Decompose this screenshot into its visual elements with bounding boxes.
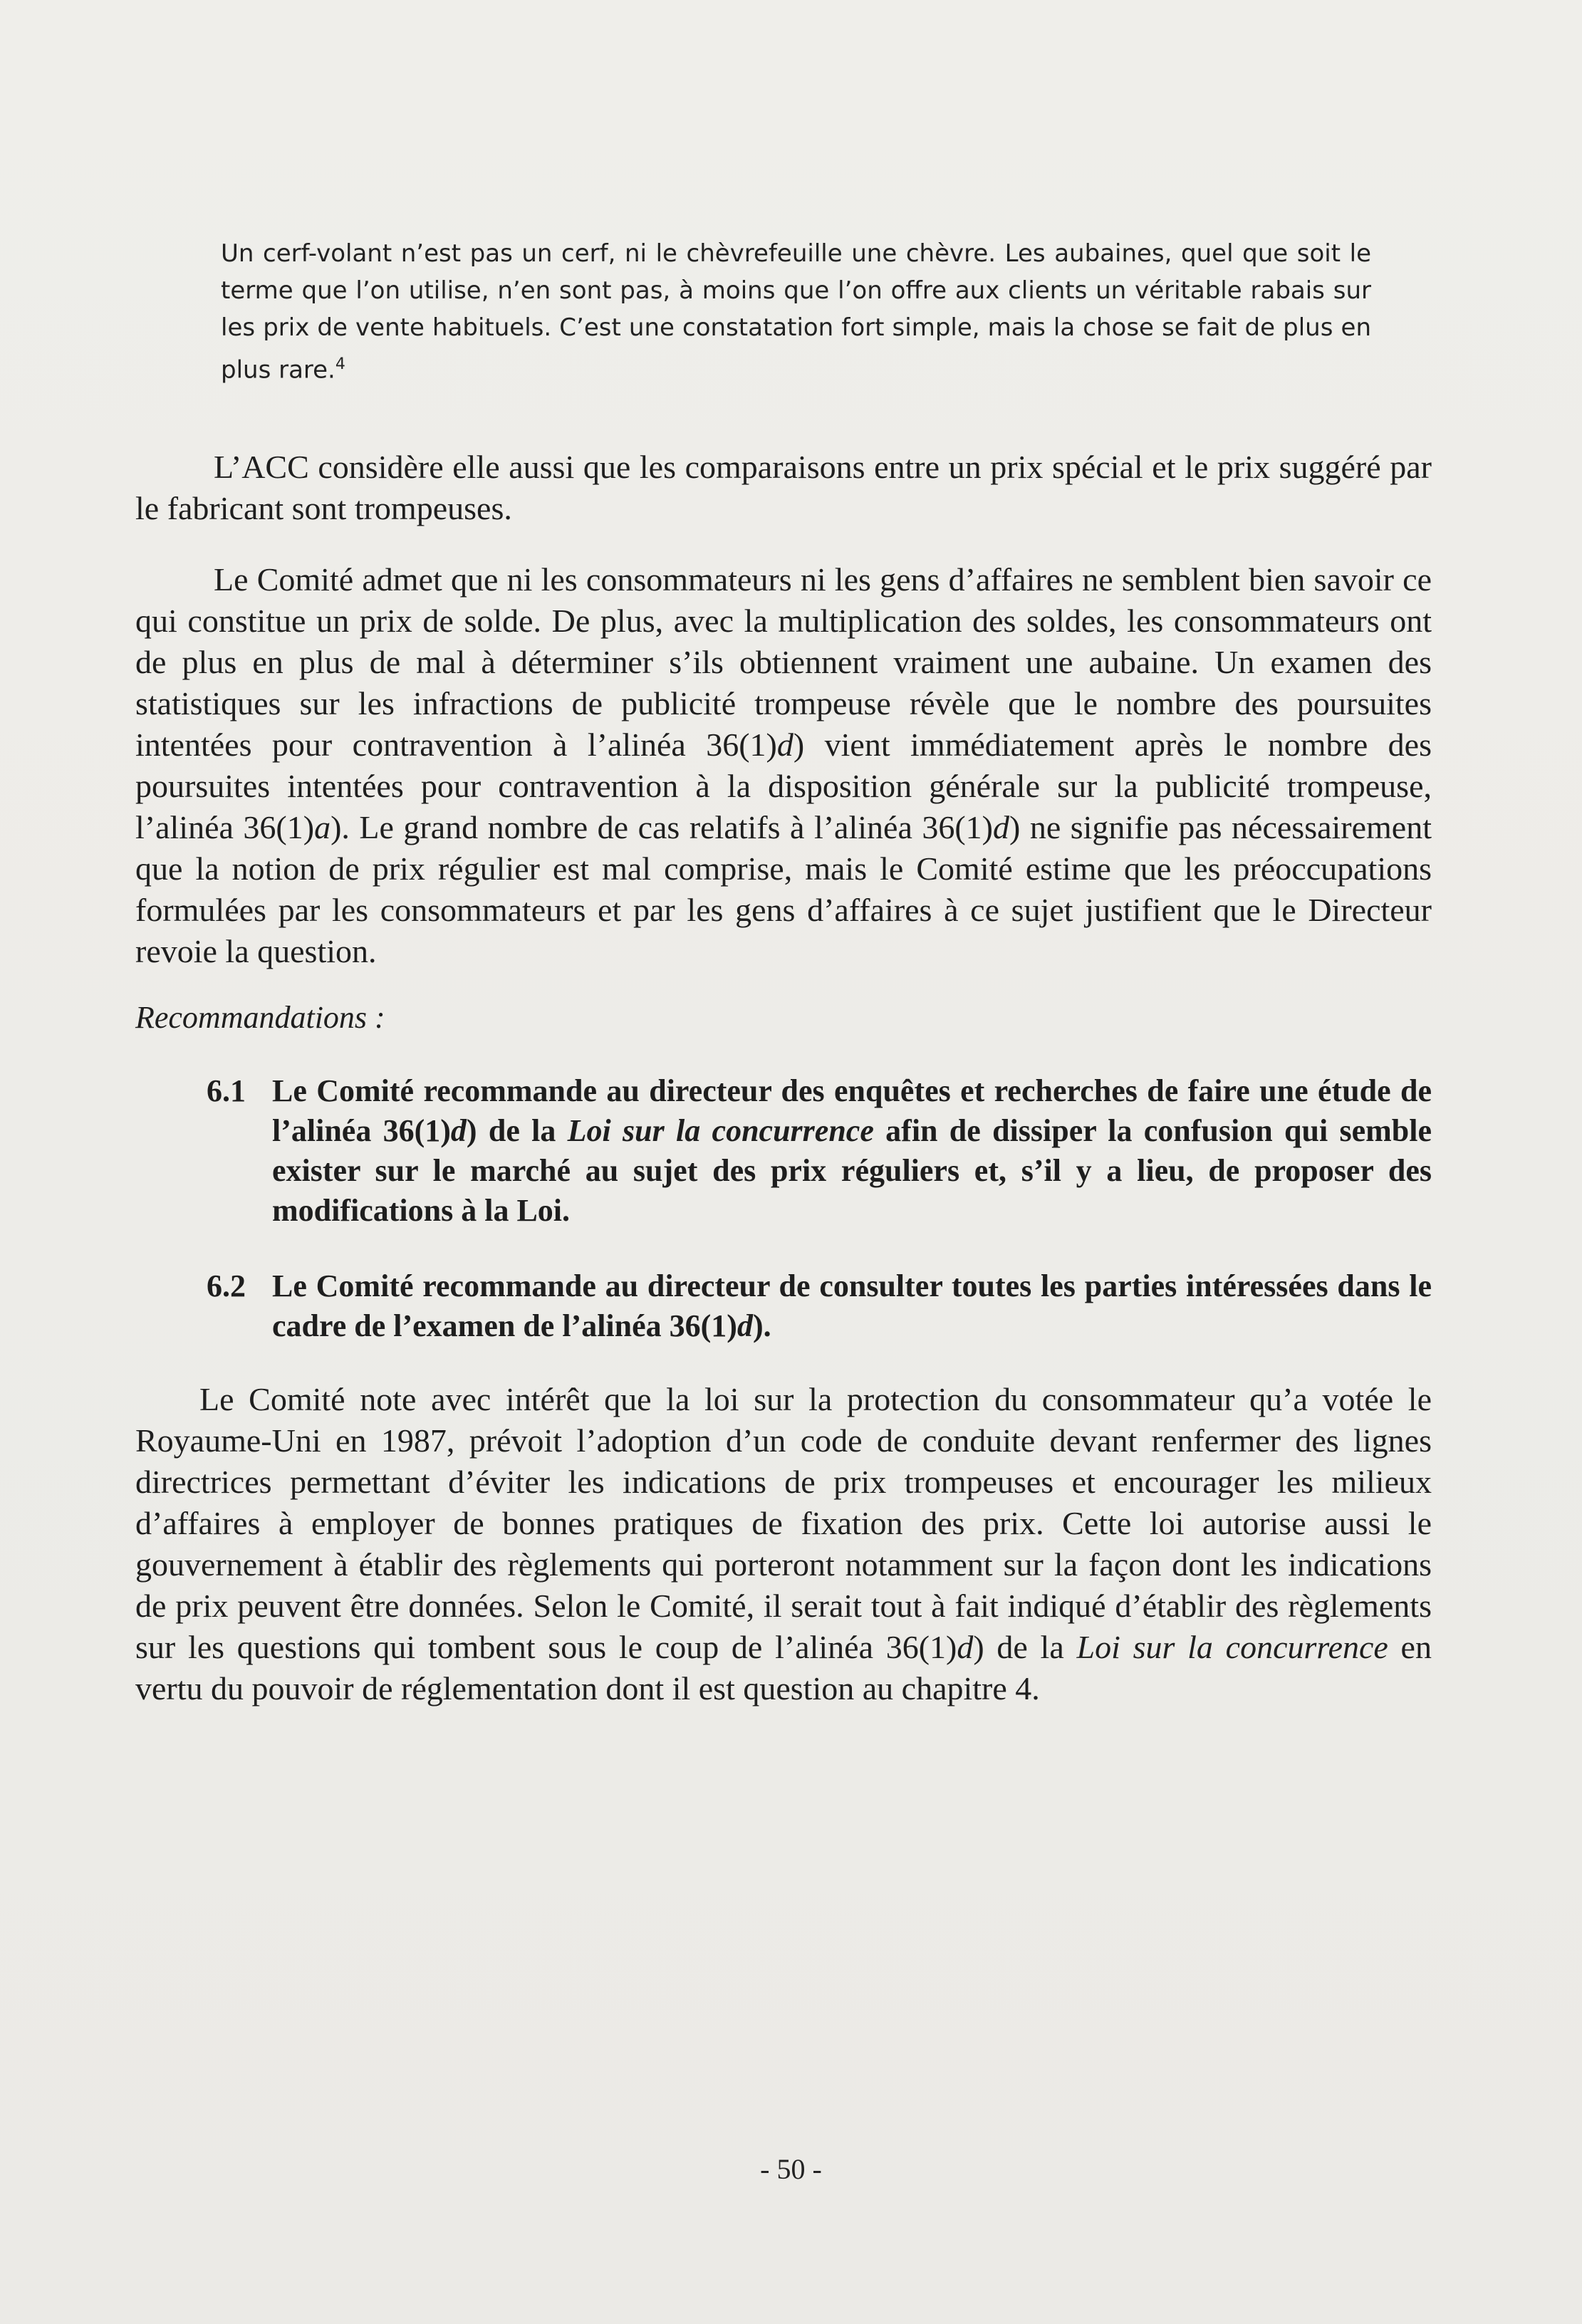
recommendations-heading: Recommandations : — [135, 1000, 385, 1036]
paragraph-comite-admet — [135, 559, 1432, 972]
recommendation-6-2 — [207, 1266, 1432, 1346]
italic-letter: d — [737, 1308, 753, 1344]
page-content — [135, 235, 1432, 1709]
recommendation-text — [272, 1071, 1432, 1231]
italic-letter: a — [314, 809, 331, 846]
paragraph-acc: L’ACC considère elle aussi que les comparaisons entre un prix spécial et le prix suggéré par le fabricant sont trompeuses. — [135, 449, 1432, 527]
recommendation-text-part: afin de dissiper la confusion qui semble exister sur le marché au sujet des prix réguliers et, s’il y a lieu, de proposer des modifications à la Loi. — [272, 1113, 1432, 1229]
italic-letter: d — [776, 726, 793, 764]
italic-letter: d — [993, 809, 1009, 846]
recommendation-text — [272, 1266, 1432, 1346]
quote-text: Un cerf-volant n’est pas un cerf, ni le chèvrefeuille une chèvre. Les aubaines, quel que soit le terme que l’on utilise, n’en sont pas, à moins que l’on offre aux clients un véritable rabais sur les prix de vente habituels. C’est une constatation fort simple, mais la chose se fait de plus en plus rare. — [221, 239, 1371, 385]
page-number: - 50 - — [760, 2153, 822, 2185]
paragraph-text: Le Comité note avec intérêt que la loi sur la protection du consommateur qu’a votée le Royaume-Uni en 1987, prévoit l’adoption d’un code de conduite devant renfermer des lignes directrices permettant d’éviter les indications de prix trompeuses et encourager les milieux d’affaires à employer de bonnes pratiques de fixation des prix. Cette loi autorise aussi le gouvernement à établir des règlements qui porteront notamment sur la façon dont les indications de prix peuvent être données. Selon le Comité, il serait tout à fait indiqué d’établir des règlements sur les questions qui tombent sous le coup de l’alinéa 36(1) — [135, 1381, 1432, 1666]
paragraph-text: ) de la — [973, 1629, 1077, 1666]
paragraph-text: Le Comité admet que ni les consommateurs ni les gens d’affaires ne semblent bien savoir ce qui constitue un prix de solde. De plus, avec la multiplication des soldes, les consommateurs ont de plus en plus de mal à déterminer s’ils obtiennent vraiment une aubaine. Un examen des statistiques sur les infractions de publicité trompeuse révèle que le nombre des poursuites intentées pour contravention à l’alinéa 36(1) — [135, 561, 1432, 764]
italic-letter: d — [450, 1113, 467, 1149]
recommendation-text-part: Le Comité recommande au directeur des enquêtes et recherches de faire une étude de l’alinéa 36(1) — [272, 1073, 1432, 1149]
recommendation-number: 6.2 — [207, 1268, 246, 1304]
law-title-italic: Loi sur la concurrence — [567, 1113, 874, 1149]
italic-letter: d — [957, 1629, 974, 1666]
recommendation-number: 6.1 — [207, 1073, 246, 1109]
recommendation-text-part: ). — [752, 1308, 771, 1344]
paragraph-text: ) ne signifie pas nécessairement que la notion de prix régulier est mal comprise, mais le Comité estime que les préoccupations formulées par les consommateurs et par les gens d’affaires à ce sujet justifient que le Directeur revoie la question. — [135, 809, 1432, 970]
paragraph-comite-note — [135, 1379, 1432, 1709]
paragraph-text: ) vient immédiatement après le nombre des poursuites intentées pour contravention à la disposition générale sur la publicité trompeuse, l’alinéa 36(1) — [135, 726, 1432, 846]
block-quote — [221, 235, 1371, 388]
recommendation-text-part: ) de la — [466, 1113, 568, 1149]
law-title-italic: Loi sur la concurrence — [1076, 1629, 1388, 1666]
paragraph-text: ). Le grand nombre de cas relatifs à l’alinéa 36(1) — [331, 809, 993, 846]
recommendation-text-part: Le Comité recommande au directeur de consulter toutes les parties intéressées dans le cadre de l’examen de l’alinéa 36(1) — [272, 1268, 1432, 1344]
footnote-marker: 4 — [335, 355, 345, 373]
recommendation-6-1 — [207, 1071, 1432, 1231]
paragraph-text: en vertu du pouvoir de réglementation dont il est question au chapitre 4. — [135, 1629, 1432, 1707]
